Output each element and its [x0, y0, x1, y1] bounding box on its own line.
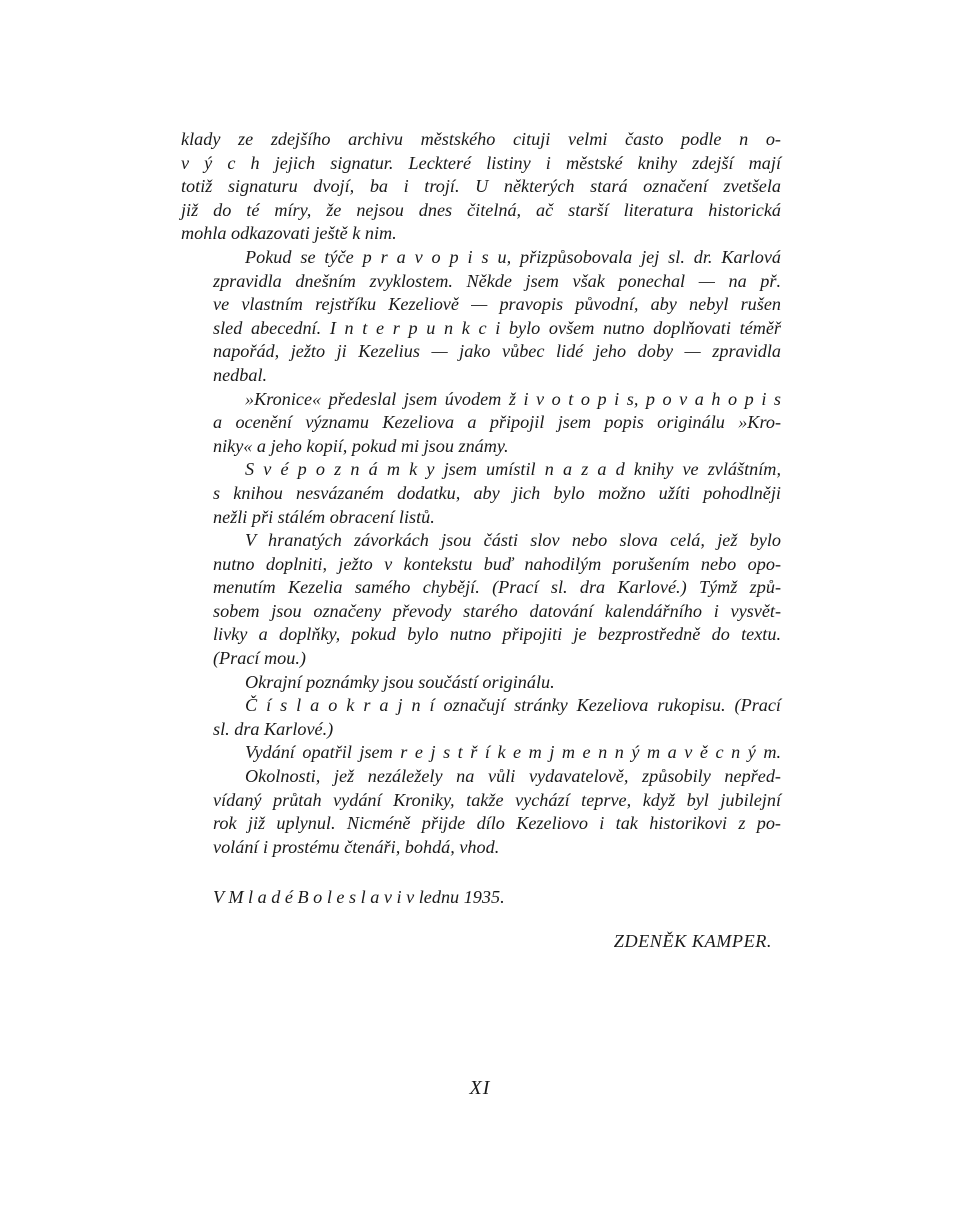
- text-line: V hranatých závorkách jsou části slov nebo slova celá, jež bylo: [245, 530, 781, 551]
- text-line: volání i prostému čtenáři, bohdá, vhod.: [213, 836, 500, 857]
- text-line: Č í s l a o k r a j n í označují stránky Kezeliova rukopisu. (Prací: [245, 695, 781, 716]
- paragraph-orthography: [181, 246, 781, 388]
- text-line: rok již uplynul. Nicméně přijde dílo Kezeliovo i tak historikovi z po-: [213, 813, 781, 834]
- text-line: sobem jsou označeny převody starého datování kalendářního i vysvět-: [213, 600, 781, 621]
- text-line: vídaný průtah vydání Kroniky, takže vychází teprve, když byl jubilejní: [213, 789, 781, 810]
- text-line: nutno doplniti, ježto v kontekstu buď nahodilým porušením nebo opo-: [213, 553, 781, 574]
- text-line: mohla odkazovati ještě k nim.: [181, 223, 397, 244]
- text-line: S v é p o z n á m k y jsem umístil n a z a d knihy ve zvláštním,: [245, 459, 781, 480]
- text-line: s knihou nesvázaném dodatku, aby jich bylo možno užíti pohodlněji: [213, 482, 781, 503]
- body-text: [181, 128, 781, 859]
- text-line: sled abecední. I n t e r p u n k c i bylo ovšem nutno doplňovati téměř: [213, 317, 781, 338]
- text-line: nedbal.: [213, 364, 268, 385]
- text-line: a ocenění významu Kezeliova a připojil jsem popis originálu »Kro-: [213, 412, 781, 433]
- text-line: »Kronice« předeslal jsem úvodem ž i v o t o p i s, p o v a h o p i s: [245, 388, 781, 409]
- text-line: klady ze zdejšího archivu městského cituji velmi často podle n o-: [181, 129, 781, 149]
- paragraph-margin-numbers: [181, 694, 781, 741]
- text-line: Okrajní poznámky jsou součástí originálu.: [245, 671, 555, 692]
- text-line: již do té míry, že nejsou dnes čitelná, ač starší literatura historická: [181, 199, 781, 220]
- paragraph-brackets: [181, 529, 781, 671]
- author-signature: ZDENĚK KAMPER.: [613, 931, 772, 951]
- text-line: totiž signaturu dvojí, ba i trojí. U některých stará označení zvetšela: [181, 176, 781, 197]
- paragraph-introduction: [181, 388, 781, 459]
- dateline: V M l a d é B o l e s l a v i v lednu 1935.: [213, 887, 505, 907]
- text-line: menutím Kezelia samého chybějí. (Prací sl. dra Karlové.) Týmž způ-: [213, 577, 781, 598]
- paragraph-signatures: [181, 128, 781, 246]
- text-line: v ý c h jejich signatur. Leckteré listiny i městské knihy zdejší mají: [181, 152, 781, 173]
- text-line: Pokud se týče p r a v o p i s u, přizpůsobovala jej sl. dr. Karlová: [245, 246, 781, 267]
- text-line: niky« a jeho kopií, pokud mi jsou známy.: [213, 435, 509, 456]
- page-number: XI: [469, 1077, 491, 1099]
- paragraph-index: [181, 741, 781, 765]
- text-line: ve vlastním rejstříku Kezeliově — pravopis původní, aby nebyl rušen: [213, 294, 781, 315]
- text-line: Vydání opatřil jsem r e j s t ř í k e m j m e n n ý m a v ě c n ý m.: [245, 742, 781, 763]
- text-line: sl. dra Karlové.): [213, 718, 334, 739]
- text-line: napořád, ježto ji Kezelius — jako vůbec lidé jeho doby — zpravidla: [213, 341, 781, 362]
- text-line: (Prací mou.): [213, 648, 306, 669]
- text-line: livky a doplňky, pokud bylo nutno připojiti je bezprostředně do textu.: [213, 624, 781, 645]
- paragraph-margin-notes: [181, 671, 781, 695]
- paragraph-notes: [181, 458, 781, 529]
- text-line: Okolnosti, jež nezáležely na vůli vydavatelově, způsobily nepřed-: [245, 766, 781, 787]
- paragraph-delay: [181, 765, 781, 859]
- text-line: nežli při stálém obracení listů.: [213, 506, 435, 527]
- text-line: zpravidla dnešním zvyklostem. Někde jsem však ponechal — na př.: [213, 270, 781, 291]
